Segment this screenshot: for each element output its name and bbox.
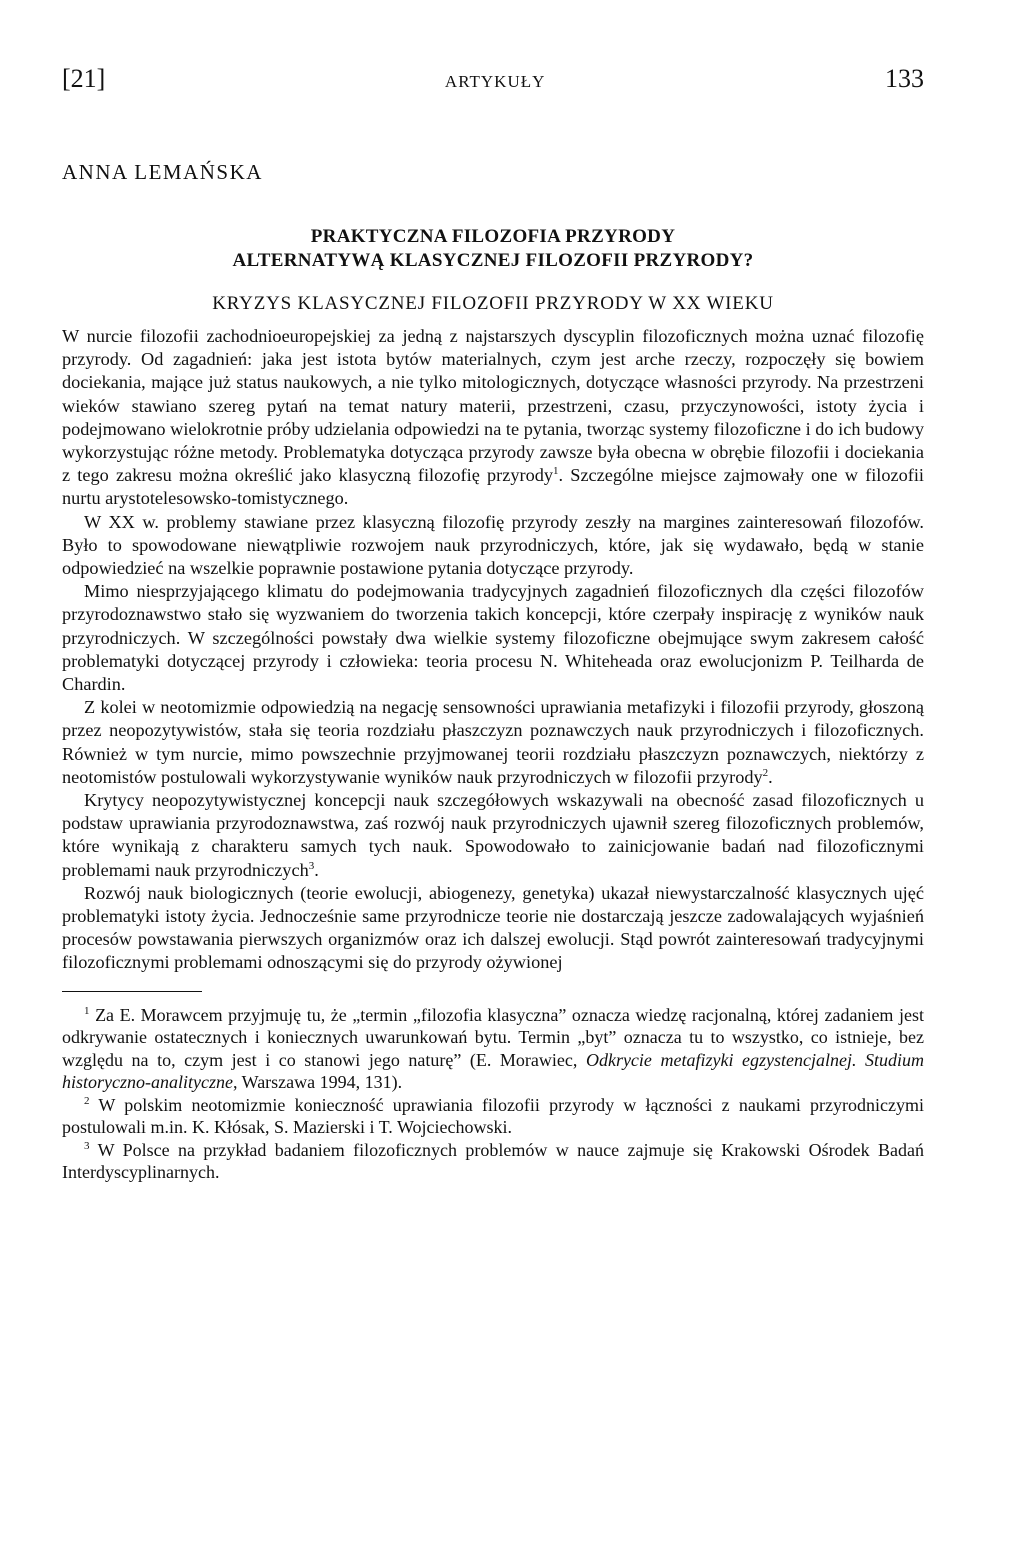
article-body [62,325,924,975]
footnote-number: 3 [84,1139,90,1152]
paragraph: W XX w. problemy stawiane przez klasyczną filozofię przyrody zeszły na margines zainteresowań filozofów. Było to spowodowane niewątpliwie rozwojem nauk przyrodniczych, które, jak się wydawało, będą w stanie odpowiedzieć na wszelkie poprawnie postawione pytania dotyczące przyrody. [62,511,924,579]
page [62,64,924,1184]
issue-number: [21] [62,64,106,93]
footnotes [62,1004,924,1184]
title-line-2: ALTERNATYWĄ KLASYCZNEJ FILOZOFII PRZYRODY? [232,250,754,271]
section-label: ARTYKUŁY [444,72,546,91]
footnote-number: 1 [84,1004,90,1017]
footnote-ref[interactable]: 1 [553,465,559,478]
footnote: $^2$ W polskim neotomizmie konieczność uprawiania filozofii przyrody w łączności z naukami przyrodniczymi postulowali m.in. K. Kłósak, S. Mazierski i T. Wojciechowski. [62,1094,924,1138]
paragraph: Rozwój nauk biologicznych (teorie ewolucji, abiogenezy, genetyka) ukazał niewystarczalność klasycznych ujęć problematyki istoty życia. Jednocześnie same przyrodnicze teorie nie dostarczają jeszcze zadowalających wyjaśnień procesów powstawania pierwszych organizmów oraz ich dalszej ewolucji. Stąd powrót zainteresowań tradycyjnymi filozoficznymi problemami odnoszącymi się do przyrody ożywionej [62,882,924,973]
footnote-number: 2 [84,1094,90,1107]
section-heading: KRYZYS KLASYCZNEJ FILOZOFII PRZYRODY W XX WIEKU [212,293,774,314]
footnote: $^1$ Za E. Morawcem przyjmuję tu, że „termin „filozofia klasyczna” oznacza wiedzę racjonalną, której zadaniem jest odkrywanie ostatecznych i koniecznych uwarunkowań bytu. Termin „byt” oznacza tu to wszystko, co istnieje, bez względu na to, czym jest i co stanowi jego naturę” (E. Morawiec, Odkrycie metafizyki egzystencjalnej. Studium historyczno-analityczne, Warszawa 1994, 131). [62,1004,925,1093]
paragraph: Mimo niesprzyjającego klimatu do podejmowania tradycyjnych zagadnień filozoficznych dla części filozofów przyrodoznawstwo stało się wyzwaniem do tworzenia takich koncepcji, które czerpały inspirację z wyników nauk przyrodniczych. W szczególności powstały dwa wielkie systemy filozoficzne obejmujące swym zakresem całość problematyki dotyczącej przyrody i człowieka: teoria procesu N. Whiteheada oraz ewolucjonizm P. Teilharda de Chardin. [62,581,924,695]
paragraph: W nurcie filozofii zachodnioeuropejskiej za jedną z najstarszych dyscyplin filozoficznych można uznać filozofię przyrody. Od zagadnień: jaka jest istota bytów materialnych, czym jest arche rzeczy, rozpoczęły się bowiem dociekania, mające już status naukowych, a nie tylko mitologicznych, dotyczące własności przyrody. Na przestrzeni wieków stawiano szereg pytań na temat natury materii, przestrzeni, czasu, przyczynowości, istoty życia i podejmowano wielokrotnie próby udzielania odpowiedzi na te pytania, tworząc systemy filozoficzne i do ich budowy wykorzystując różne metody. Problematyka dotycząca przyrody zawsze była obecna w obrębie filozofii i dociekania z tego zakresu można określić jako klasyczną filozofię przyrody$^1$. Szczególne miejsce zajmowały one w filozofii nurtu arystotelesowsko-tomistycznego. [62,326,924,509]
running-head [62,64,924,104]
author-name: ANNA LEMAŃSKA [62,160,263,184]
page-number: 133 [885,64,924,93]
footnote-ref[interactable]: 3 [308,859,315,872]
title-line-1: PRAKTYCZNA FILOZOFIA PRZYRODY [310,226,676,247]
footnote-ref[interactable]: 2 [762,766,769,779]
paragraph: Z kolei w neotomizmie odpowiedzią na negację sensowności uprawiania metafizyki i filozofii przyrody, głoszoną przez neopozytywistów, stała się teoria rozdziału płaszczyzn poznawczych nauk przyrodniczych i filozoficznych. Również w tym nurcie, mimo powszechnie przyjmowanej teorii rozdziału płaszczyzn poznawczych, niektórzy z neotomistów postulowali wykorzystywanie wyników nauk przyrodniczych w filozofii przyrody$^2$. [62,697,924,787]
paragraph: Krytycy neopozytywistycznej koncepcji nauk szczegółowych wskazywali na obecność zasad filozoficznych u podstaw uprawiania przyrodoznawstwa, zaś rozwój nauk przyrodniczych ujawnił szereg filozoficznych problemów, które wynikają z charakteru samych tych nauk. Spowodowało to zainicjowanie badań nad filozoficznymi problemami nauk przyrodniczych$^3$. [62,790,924,880]
article-title [62,225,924,273]
footnote: $^3$ W Polsce na przykład badaniem filozoficznych problemów w nauce zajmuje się Krakowski Ośrodek Badań Interdyscyplinarnych. [62,1139,924,1183]
footnote-divider [62,991,202,992]
